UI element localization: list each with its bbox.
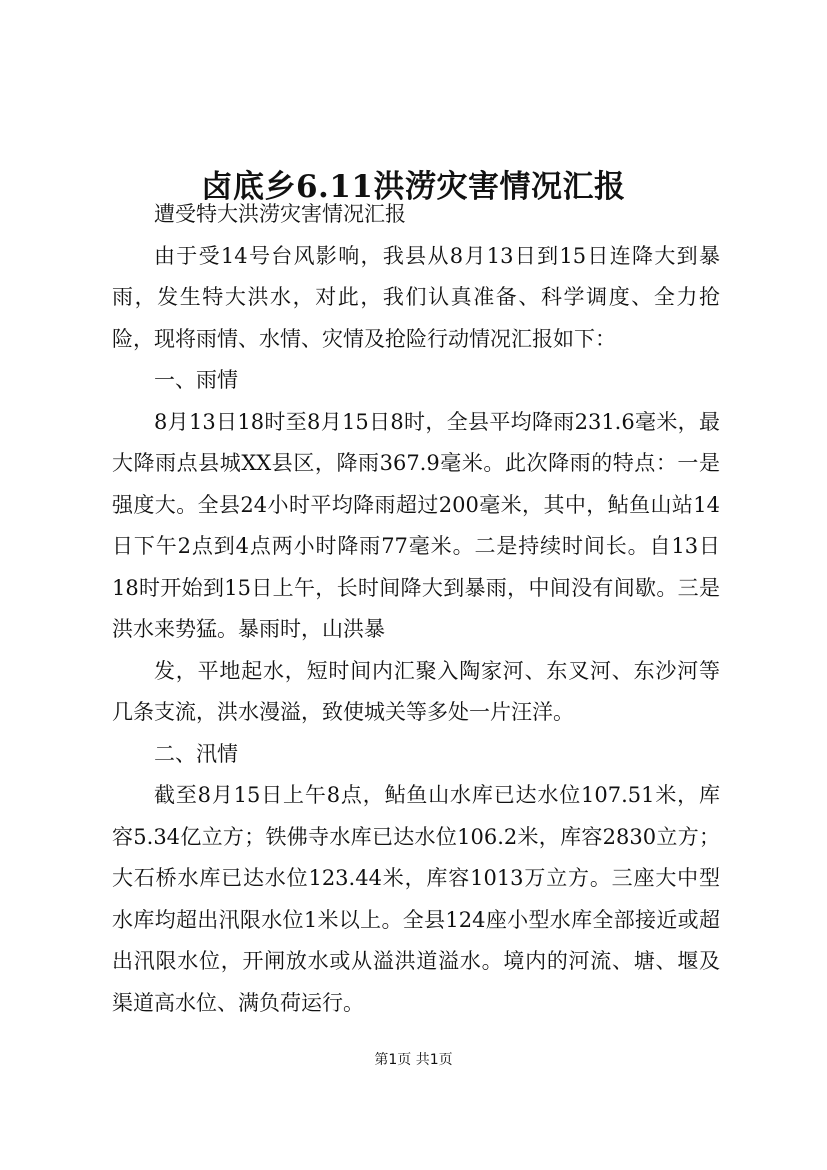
section-heading-rain: 一、雨情 [154, 368, 238, 392]
paragraph-rain-details: 8月13日18时至8月15日8时，全县平均降雨231.6毫米，最大降雨点县城XX县区，降雨367.9毫米。此次降雨的特点：一是强度大。全县24小时平均降雨超过200毫米，其中，鲇鱼山站14日下午2点到4点两小时降雨77毫米。二是持续时间长。自13日18时开始到15日上午，长时间降大到暴雨，中间没有间歇。三是洪水来势猛。暴雨时，山洪暴 [112, 409, 720, 641]
paragraph-rain-continuation: 发，平地起水，短时间内汇聚入陶家河、东叉河、东沙河等几条支流，洪水漫溢，致使城关等多处一片汪洋。 [112, 658, 720, 724]
page-footer: 第1页 共1页 [374, 1052, 453, 1068]
document-title: 卤底乡6.11洪涝灾害情况汇报 [201, 168, 626, 205]
section-heading-flood: 二、汛情 [154, 741, 238, 766]
paragraph-flood-details: 截至8月15日上午8点，鲇鱼山水库已达水位107.51米，库容5.34亿立方；铁佛寺水库已达水位106.2米，库容2830立方；大石桥水库已达水位123.44米，库容1013万立方。三座大中型水库均超出汛限水位1米以上。全县124座小型水库全部接近或超出汛限水位，开闸放水或从溢洪道溢水。境内的河流、塘、堰及渠道高水位、满负荷运行。 [112, 783, 720, 1015]
paragraph-intro: 由于受14号台风影响，我县从8月13日到15日连降大到暴雨，发生特大洪水，对此，我们认真准备、科学调度、全力抢险，现将雨情、水情、灾情及抢险行动情况汇报如下： [112, 243, 720, 351]
document-body [112, 194, 720, 1024]
paragraph-subtitle: 遭受特大洪涝灾害情况汇报 [154, 202, 406, 226]
